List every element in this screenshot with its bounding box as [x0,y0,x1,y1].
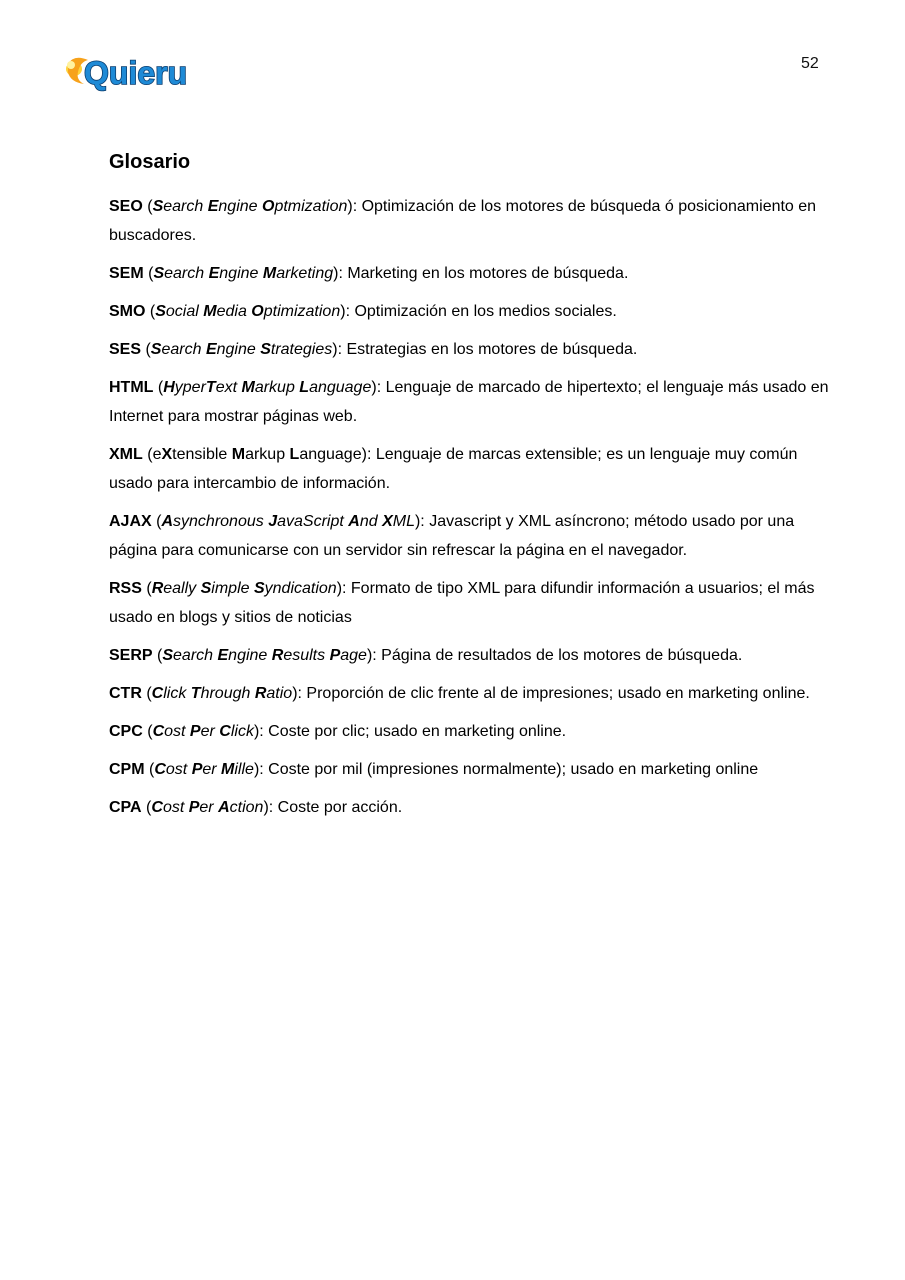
glossary-entry-ajax: AJAX (Asynchronous JavaScript And XML): Javascript y XML asíncrono; método usado por una página para comunicarse con un servidor sin refrescar la página en el navegador. [109,513,795,559]
glossary-expansion: Asynchronous JavaScript And XML [161,513,415,530]
glossary-term: XML [109,446,143,463]
glossary-entry-xml: XML (eXtensible Markup Language): Lenguaje de marcas extensible; es un lenguaje muy común usado para intercambio de información. [109,446,798,492]
glossary-expansion: Cost Per Action [151,799,264,816]
glossary-expansion: Search Engine Results Page [162,647,367,664]
glossary-definition: : Formato de tipo XML para difundir información a usuarios; el más usado en blogs y sitios de noticias [109,580,815,626]
glossary-entry-ctr: CTR (Click Through Ratio): Proporción de clic frente al de impresiones; usado en marketing online. [109,685,810,702]
glossary-entry-cpa: CPA (Cost Per Action): Coste por acción. [109,799,403,816]
glossary-expansion: Cost Per Click [152,723,254,740]
page-title: Glosario [109,151,191,173]
glossary-term: SEM [109,265,144,282]
glossary-term: SES [109,341,142,358]
glossary-expansion: eXtensible Markup Language [152,446,362,463]
glossary-list [109,192,834,822]
glossary-definition: : Optimización en los medios sociales. [345,303,617,320]
glossary-term: CPC [109,723,143,740]
glossary-definition: : Página de resultados de los motores de búsqueda. [372,647,743,664]
glossary-expansion: Search Engine Optmization [152,198,348,215]
glossary-term: SMO [109,303,146,320]
glossary-entry-html: HTML (HyperText Markup Language): Lenguaje de marcado de hipertexto; el lenguaje más usado en Internet para mostrar páginas web. [109,379,829,425]
glossary-expansion: Search Engine Marketing [153,265,334,282]
glossary-expansion: Search Engine Strategies [150,341,333,358]
glossary-definition: : Optimización de los motores de búsqueda ó posicionamiento en buscadores. [109,198,817,244]
glossary-definition: : Estrategias en los motores de búsqueda. [337,341,638,358]
glossary-definition: : Lenguaje de marcado de hipertexto; el lenguaje más usado en Internet para mostrar páginas web. [109,379,829,425]
logo-wordmark: Quieru [84,55,188,91]
glossary-term: CTR [109,685,142,702]
glossary-definition: : Lenguaje de marcas extensible; es un lenguaje muy común usado para intercambio de información. [109,446,798,492]
glossary-entry-sem: SEM (Search Engine Marketing): Marketing en los motores de búsqueda. [109,265,629,282]
glossary-entry-seo: SEO (Search Engine Optmization): Optimización de los motores de búsqueda ó posicionamiento en buscadores. [109,198,817,244]
glossary-term: AJAX [109,513,152,530]
glossary-term: SEO [109,198,143,215]
glossary-expansion: Really Simple Syndication [151,580,337,597]
glossary-entry-serp: SERP (Search Engine Results Page): Página de resultados de los motores de búsqueda. [109,647,743,664]
glossary-entry-cpc: CPC (Cost Per Click): Coste por clic; usado en marketing online. [109,723,567,740]
glossary-term: SERP [109,647,153,664]
glossary-entry-cpm: CPM (Cost Per Mille): Coste por mil (impresiones normalmente); usado en marketing online [109,761,759,778]
glossary-definition: : Coste por acción. [268,799,403,816]
glossary-definition: : Coste por mil (impresiones normalmente); usado en marketing online [259,761,759,778]
glossary-definition: : Proporción de clic frente al de impresiones; usado en marketing online. [297,685,810,702]
glossary-section [109,148,834,831]
glossary-term: CPM [109,761,145,778]
glossary-term: RSS [109,580,142,597]
quieru-logo [64,50,189,96]
page-number: 52 [801,55,819,72]
glossary-definition: : Coste por clic; usado en marketing online. [259,723,567,740]
glossary-definition: : Marketing en los motores de búsqueda. [338,265,629,282]
glossary-term: HTML [109,379,154,396]
glossary-expansion: Click Through Ratio [151,685,293,702]
glossary-entry-smo: SMO (Social Media Optimization): Optimización en los medios sociales. [109,303,617,320]
glossary-expansion: Social Media Optimization [155,303,341,320]
glossary-entry-ses: SES (Search Engine Strategies): Estrategias en los motores de búsqueda. [109,341,638,358]
glossary-expansion: HyperText Markup Language [163,379,372,396]
glossary-term: CPA [109,799,142,816]
glossary-definition: : Javascript y XML asíncrono; método usado por una página para comunicarse con un servidor sin refrescar la página en el navegador. [109,513,795,559]
glossary-entry-rss: RSS (Really Simple Syndication): Formato de tipo XML para difundir información a usuarios; el más usado en blogs y sitios de noticias [109,580,815,626]
glossary-expansion: Cost Per Mille [154,761,254,778]
